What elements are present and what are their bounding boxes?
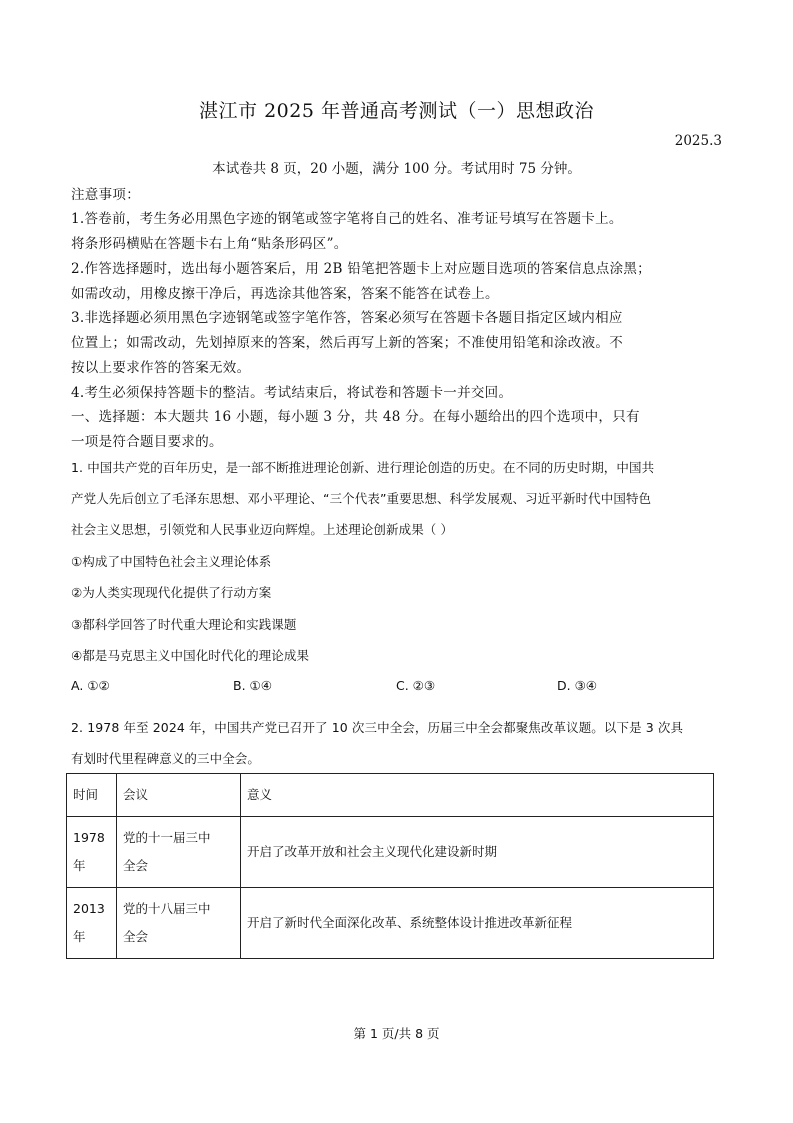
- year-value: 2013: [73, 901, 105, 916]
- table-header-cell: 时间: [67, 774, 117, 817]
- table-cell-meaning: 开启了改革开放和社会主义现代化建设新时期: [241, 817, 714, 888]
- notice-line: 将条形码横贴在答题卡右上角“贴条形码区”。: [71, 236, 348, 252]
- meeting-line: 全会: [123, 929, 149, 944]
- table-row: [67, 817, 714, 888]
- notice-line: 按以上要求作答的答案无效。: [71, 360, 251, 376]
- exam-date: 2025.3: [674, 133, 722, 149]
- question-1-statement: ①构成了中国特色社会主义理论体系: [71, 554, 272, 569]
- question-1-statement: ④都是马克思主义中国化时代化的理论成果: [71, 648, 310, 663]
- meeting-line: 党的十八届三中: [123, 901, 211, 916]
- question-1-option-b: B. ①④: [233, 678, 272, 693]
- year-unit: 年: [73, 929, 86, 944]
- section-heading: 一项是符合题目要求的。: [71, 434, 223, 450]
- table-header-cell: 意义: [241, 774, 714, 817]
- table-cell-meeting: [117, 888, 241, 959]
- question-1-option-d: D. ③④: [557, 678, 597, 693]
- notice-line: 2.作答选择题时，选出每小题答案后，用 2B 铅笔把答题卡上对应题目选项的答案信息点涂黑；: [71, 261, 651, 277]
- question-1-statement: ③都科学回答了时代重大理论和实践课题: [71, 617, 297, 632]
- question-1-stem: 1. 中国共产党的百年历史，是一部不断推进理论创新、进行理论创造的历史。在不同的历史时期，中国共: [71, 460, 655, 475]
- year-unit: 年: [73, 858, 86, 873]
- table-cell-meeting: [117, 817, 241, 888]
- exam-title: 湛江市 2025 年普通高考测试（一）思想政治: [199, 100, 594, 122]
- notice-line: 4.考生必须保持答题卡的整洁。考试结束后，将试卷和答题卡一并交回。: [71, 385, 513, 401]
- question-1-option-a: A. ①②: [71, 678, 110, 693]
- meeting-line: 党的十一届三中: [123, 830, 211, 845]
- section-heading: 一、选择题：本大题共 16 小题，每小题 3 分，共 48 分。在每小题给出的四个选项中，只有: [71, 409, 640, 425]
- table-cell-year: [67, 888, 117, 959]
- notice-line: 1.答卷前，考生务必用黑色字迹的钢笔或签字笔将自己的姓名、准考证号填写在答题卡上。: [71, 211, 623, 227]
- question-1-option-c: C. ②③: [396, 678, 436, 693]
- table-header-cell: 会议: [117, 774, 241, 817]
- page-footer: 第 1 页/共 8 页: [353, 1026, 440, 1041]
- exam-intro: 本试卷共 8 页，20 小题，满分 100 分。考试用时 75 分钟。: [212, 161, 581, 177]
- question-2-stem: 有划时代里程碑意义的三中全会。: [71, 751, 261, 766]
- table-cell-meaning: 开启了新时代全面深化改革、系统整体设计推进改革新征程: [241, 888, 714, 959]
- notice-heading: 注意事项：: [71, 187, 140, 203]
- question-1-statement: ②为人类实现现代化提供了行动方案: [71, 585, 272, 600]
- notice-line: 如需改动，用橡皮擦干净后，再选涂其他答案，答案不能答在试卷上。: [71, 286, 499, 302]
- notice-line: 3.非选择题必须用黑色字迹钢笔或签字笔作答，答案必须写在答题卡各题目指定区域内相应: [71, 310, 623, 326]
- plenum-table: [66, 773, 714, 959]
- table-row: [67, 888, 714, 959]
- year-value: 1978: [73, 830, 105, 845]
- notice-line: 位置上；如需改动，先划掉原来的答案，然后再写上新的答案；不准使用铅笔和涂改液。不: [71, 335, 623, 351]
- question-1-stem: 产党人先后创立了毛泽东思想、邓小平理论、“三个代表”重要思想、科学发展观、习近平新时代中国特色: [71, 491, 652, 506]
- question-2-stem: 2. 1978 年至 2024 年，中国共产党已召开了 10 次三中全会，历届三中全会都聚焦改革议题。以下是 3 次具: [71, 720, 684, 735]
- table-header-row: [67, 774, 714, 817]
- table-cell-year: [67, 817, 117, 888]
- meeting-line: 全会: [123, 858, 149, 873]
- question-1-stem: 社会主义思想，引领党和人民事业迈向辉煌。上述理论创新成果（ ）: [71, 522, 454, 537]
